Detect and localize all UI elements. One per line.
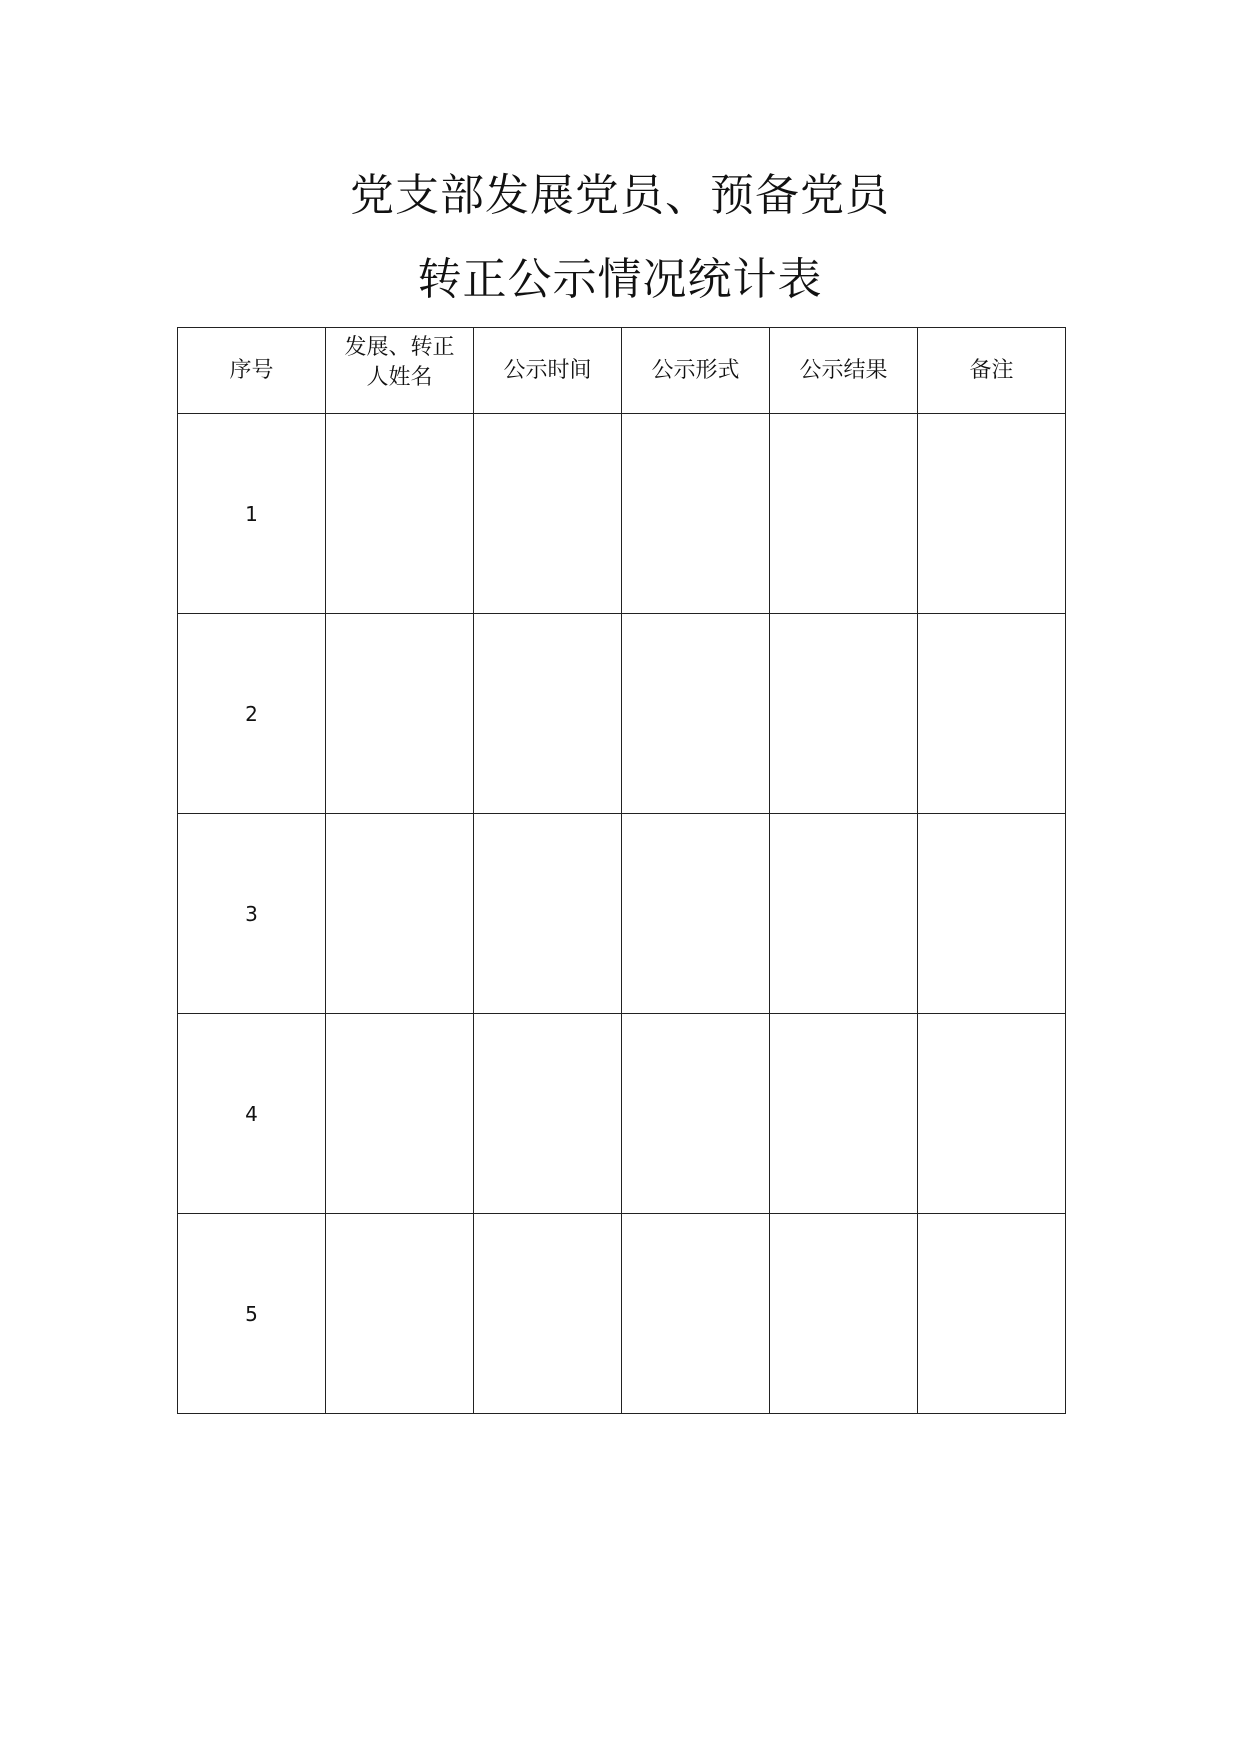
table-row [178,1014,1066,1214]
name-cell[interactable] [326,614,474,814]
row-index-cell: 5 [178,1214,326,1414]
table-row [178,414,1066,614]
statistics-table [177,327,1066,1414]
notice-form-cell[interactable] [622,1014,770,1214]
document-title-line-2: 转正公示情况统计表 [417,254,823,305]
name-cell[interactable] [326,414,474,614]
table-header-row [178,328,1066,414]
notice-time-cell[interactable] [474,414,622,614]
table-row [178,814,1066,1014]
notice-time-cell[interactable] [474,1014,622,1214]
header-notice-time [474,328,622,414]
notice-result-cell[interactable] [770,814,918,1014]
row-index-cell: 1 [178,414,326,614]
remarks-cell[interactable] [918,414,1066,614]
header-index [178,328,326,414]
notice-form-cell[interactable] [622,814,770,1014]
notice-time-cell[interactable] [474,614,622,814]
header-notice-result-label: 公示结果 [799,357,888,383]
row-index-cell: 3 [178,814,326,1014]
table-row [178,614,1066,814]
notice-form-cell[interactable] [622,414,770,614]
header-notice-form [622,328,770,414]
name-cell[interactable] [326,1014,474,1214]
header-name-label: 发展、转正 人姓名 [344,334,455,390]
header-index-label: 序号 [229,357,274,383]
notice-result-cell[interactable] [770,1014,918,1214]
notice-result-cell[interactable] [770,1214,918,1414]
remarks-cell[interactable] [918,614,1066,814]
name-cell[interactable] [326,1214,474,1414]
notice-time-cell[interactable] [474,814,622,1014]
header-notice-result [770,328,918,414]
header-name [326,328,474,414]
name-cell[interactable] [326,814,474,1014]
header-remarks [918,328,1066,414]
header-notice-form-label: 公示形式 [651,357,740,383]
row-index-cell: 4 [178,1014,326,1214]
document-title-line-1: 党支部发展党员、预备党员 [350,170,890,221]
remarks-cell[interactable] [918,1014,1066,1214]
remarks-cell[interactable] [918,1214,1066,1414]
header-remarks-label: 备注 [969,357,1014,383]
row-index-cell: 2 [178,614,326,814]
notice-result-cell[interactable] [770,614,918,814]
remarks-cell[interactable] [918,814,1066,1014]
notice-time-cell[interactable] [474,1214,622,1414]
header-notice-time-label: 公示时间 [503,357,592,383]
table-row [178,1214,1066,1414]
notice-form-cell[interactable] [622,1214,770,1414]
notice-result-cell[interactable] [770,414,918,614]
notice-form-cell[interactable] [622,614,770,814]
